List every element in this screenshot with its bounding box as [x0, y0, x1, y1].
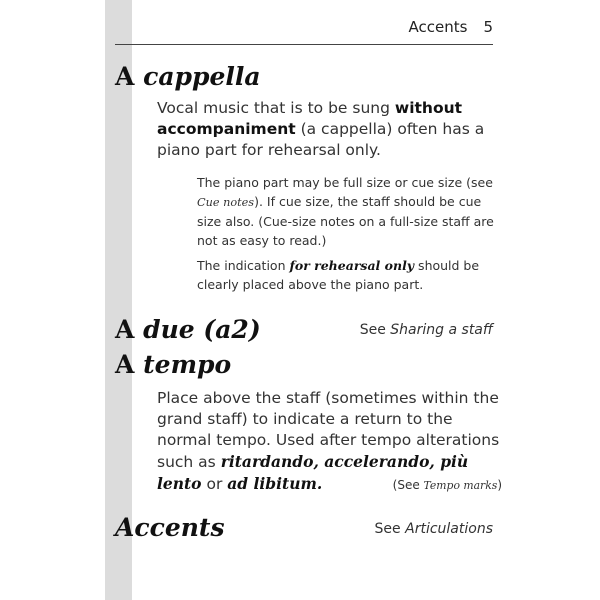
- entry-definition-a-tempo: Place above the staff (sometimes within the grand staff) to indicate a return to the normal tempo. Used after tempo alterations such as ritardando, accelerando, più lento or ad libitum. (See Tempo marks): [157, 388, 502, 496]
- running-head: [409, 18, 493, 36]
- see-reference-a-due[interactable]: See Sharing a staff: [359, 322, 493, 338]
- running-head-title: Accents: [408, 18, 468, 36]
- entry-note-piano-size: The piano part may be full size or cue size (see Cue notes). If cue size, the staff should be cue size also. (Cue-size notes on a full-size staff are not as easy to read.): [197, 175, 494, 248]
- entry-heading-a-tempo: A tempo: [115, 350, 232, 379]
- see-reference-tempo-marks[interactable]: (See Tempo marks): [392, 478, 502, 492]
- see-reference-accents[interactable]: See Articulations: [374, 521, 493, 537]
- entry-heading-a-due: A due (a2): [115, 315, 261, 344]
- header-rule: [115, 44, 493, 45]
- entry-definition-a-cappella: Vocal music that is to be sung without accompaniment (a cappella) often has a piano part for rehearsal only.: [157, 99, 485, 159]
- entry-heading-a-cappella: A cappella: [115, 62, 261, 91]
- page-number: 5: [483, 18, 493, 36]
- entry-note-rehearsal-indication: The indication for rehearsal only should be clearly placed above the piano part.: [197, 258, 480, 292]
- entry-heading-accents: Accents: [115, 513, 225, 542]
- cross-reference-cue-notes[interactable]: Cue notes: [197, 196, 255, 209]
